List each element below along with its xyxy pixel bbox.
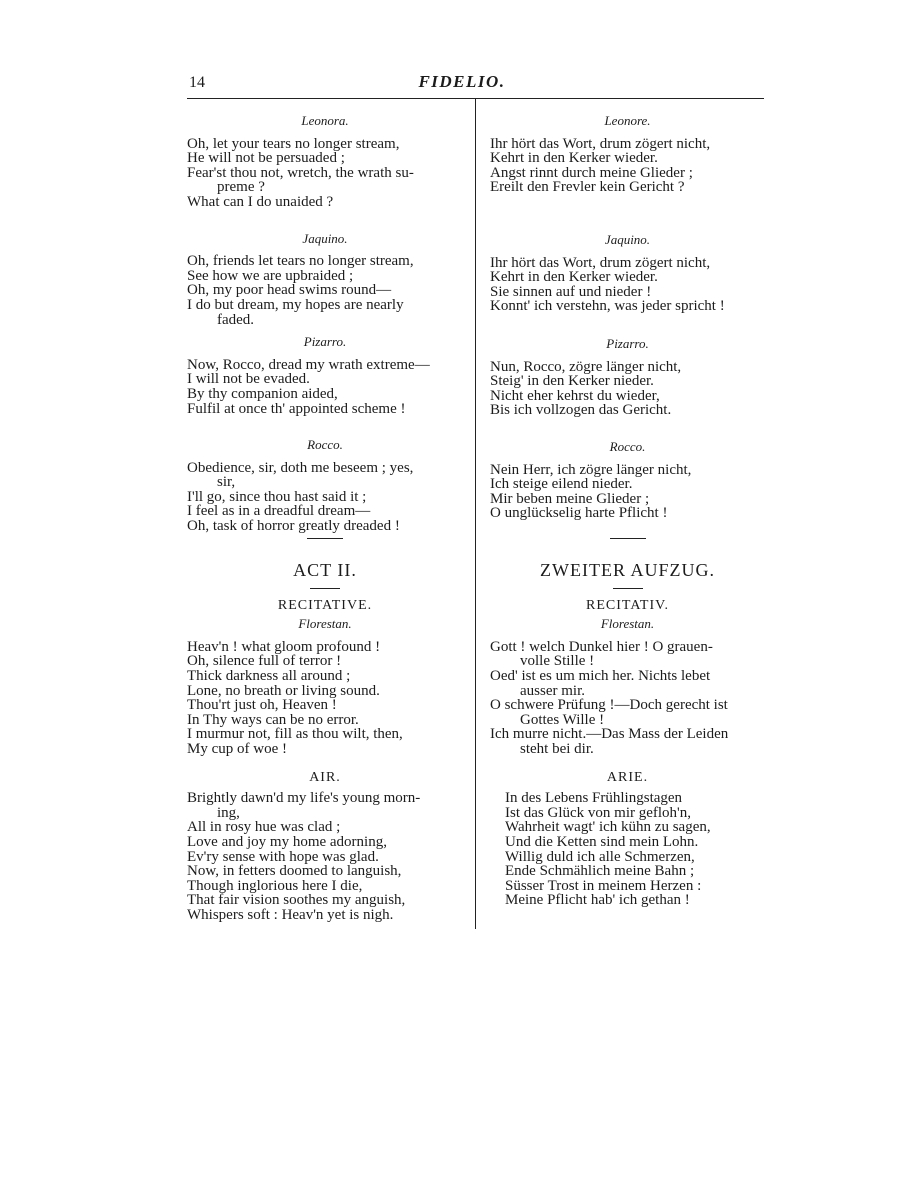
german-act-two xyxy=(490,538,765,908)
verse-line: Konnt' ich verstehn, was jeder spricht ! xyxy=(490,298,725,315)
speaker-name: Florestan. xyxy=(600,616,655,632)
stanza-pizarro xyxy=(490,337,765,418)
verse-line: Steig' in den Kerker nieder. xyxy=(490,373,654,390)
stanza-pizarro xyxy=(187,335,463,416)
verse-line: Ich steige eilend nieder. xyxy=(490,476,633,493)
verse-line: Und die Ketten sind mein Lohn. xyxy=(505,833,699,850)
verse-line: Brightly dawn'd my life's young morn- xyxy=(187,790,421,807)
verse-line: Ist das Glück von mir gefloh'n, xyxy=(505,804,692,821)
speaker-name: Pizarro. xyxy=(606,335,649,351)
verse-line: Angst rinnt durch meine Glieder ; xyxy=(490,164,693,181)
verse-line: Heav'n ! what gloom profound ! xyxy=(187,638,381,655)
verse-line: Ereilt den Frevler kein Gericht ? xyxy=(490,179,685,196)
verse-line: Willig duld ich alle Schmerzen, xyxy=(505,848,695,865)
verse-line: All in rosy hue was clad ; xyxy=(187,819,341,836)
section-divider xyxy=(613,588,643,589)
aria-text xyxy=(490,791,765,908)
verse-line: Love and joy my home adorning, xyxy=(187,833,387,850)
verse-line: Wahrheit wagt' ich kühn zu sagen, xyxy=(505,819,711,836)
verse-line: Oed' ist es um mich her. Nichts lebet xyxy=(490,667,711,684)
verse-line: faded. xyxy=(217,311,255,328)
verse-line: Oh, my poor head swims round— xyxy=(187,282,392,299)
speaker-name: Rocco. xyxy=(609,438,646,454)
act-heading: ACT II. xyxy=(293,560,357,580)
english-column xyxy=(187,114,463,534)
verse-line: ausser mir. xyxy=(520,682,585,699)
speaker-name: Florestan. xyxy=(298,616,352,632)
verse-line: O schwere Prüfung !—Doch gerecht ist xyxy=(490,697,728,714)
verse-line: Now, Rocco, dread my wrath extreme— xyxy=(187,356,430,373)
stanza-rocco xyxy=(490,440,765,521)
german-column xyxy=(490,114,765,521)
section-divider xyxy=(307,538,343,539)
section-divider xyxy=(610,538,646,539)
stanza-leonore xyxy=(490,114,765,195)
air-heading: AIR. xyxy=(309,769,341,785)
verse-line: I murmur not, fill as thou wilt, then, xyxy=(187,726,403,743)
speaker-name: Rocco. xyxy=(307,437,343,453)
column-divider xyxy=(475,99,476,929)
verse-line: Ihr hört das Wort, drum zögert nicht, xyxy=(490,135,711,152)
verse-line: By thy companion aided, xyxy=(187,385,338,402)
verse-line: Oh, silence full of terror ! xyxy=(187,653,342,670)
verse-line: In des Lebens Frühlingstagen xyxy=(505,790,683,807)
stanza-jaquino xyxy=(490,233,765,314)
verse-line: Fear'st thou not, wretch, the wrath su- xyxy=(187,164,414,181)
verse-line: See how we are upbraided ; xyxy=(187,267,354,284)
verse-line: Mir beben meine Glieder ; xyxy=(490,490,650,507)
verse-line: sir, xyxy=(217,474,236,491)
act-heading: ZWEITER AUFZUG. xyxy=(540,560,715,580)
verse-line: Ich murre nicht.—Das Mass der Leiden xyxy=(490,726,729,743)
verse-line: Kehrt in den Kerker wieder. xyxy=(490,150,658,167)
verse-line: Ihr hört das Wort, drum zögert nicht, xyxy=(490,254,711,271)
verse-line: volle Stille ! xyxy=(520,653,595,670)
verse-line: steht bei dir. xyxy=(520,740,594,757)
verse-line: In Thy ways can be no error. xyxy=(187,711,359,728)
verse-line: Ende Schmählich meine Bahn ; xyxy=(505,863,695,880)
speaker-name: Leonora. xyxy=(301,113,349,128)
page-number: 14 xyxy=(189,74,205,91)
recitative-heading: RECITATIV. xyxy=(586,597,669,613)
verse-line: Oh, let your tears no longer stream, xyxy=(187,135,400,152)
verse-line: Sie sinnen auf und nieder ! xyxy=(490,283,652,300)
stanza-leonora xyxy=(187,114,463,210)
verse-line: preme ? xyxy=(217,179,265,196)
verse-line: ing, xyxy=(217,804,240,821)
verse-line: Fulfil at once th' appointed scheme ! xyxy=(187,400,406,417)
speaker-name: Jaquino. xyxy=(604,231,651,247)
verse-line: Obedience, sir, doth me beseem ; yes, xyxy=(187,459,414,476)
speaker-name: Pizarro. xyxy=(303,334,347,350)
verse-line: Gottes Wille ! xyxy=(520,711,605,728)
verse-line: Lone, no breath or living sound. xyxy=(187,682,380,699)
verse-line: Süsser Trost in meinem Herzen : xyxy=(505,877,702,894)
stanza-rocco xyxy=(187,438,463,534)
verse-line: I will not be evaded. xyxy=(187,371,310,388)
verse-line: Thick darkness all around ; xyxy=(187,667,351,684)
running-title: FIDELIO. xyxy=(418,72,506,91)
speaker-name: Jaquino. xyxy=(302,230,348,246)
verse-line: He will not be persuaded ; xyxy=(187,150,345,167)
speaker-name: Leonore. xyxy=(604,113,651,128)
verse-line: Thou'rt just oh, Heaven ! xyxy=(187,697,337,714)
verse-line: Now, in fetters doomed to languish, xyxy=(187,863,402,880)
verse-line: Oh, task of horror greatly dreaded ! xyxy=(187,518,400,535)
verse-line: What can I do unaided ? xyxy=(187,193,334,210)
verse-line: I'll go, since thou hast said it ; xyxy=(187,488,367,505)
verse-line: Nicht eher kehrst du wieder, xyxy=(490,387,660,404)
verse-line: Though inglorious here I die, xyxy=(187,877,363,894)
verse-line: That fair vision soothes my anguish, xyxy=(187,892,406,909)
verse-line: I do but dream, my hopes are nearly xyxy=(187,296,404,313)
verse-line: O unglückselig harte Pflicht ! xyxy=(490,505,668,522)
verse-line: Whispers soft : Heav'n yet is nigh. xyxy=(187,906,394,923)
verse-line: Nein Herr, ich zögre länger nicht, xyxy=(490,461,692,478)
verse-line: Gott ! welch Dunkel hier ! O grauen- xyxy=(490,638,713,655)
verse-line: Meine Pflicht hab' ich gethan ! xyxy=(505,892,690,909)
stanza-jaquino xyxy=(187,232,463,328)
verse-line: My cup of woe ! xyxy=(187,740,287,757)
aria-heading: ARIE. xyxy=(606,769,649,785)
verse-line: Ev'ry sense with hope was glad. xyxy=(187,848,379,865)
verse-line: Oh, friends let tears no longer stream, xyxy=(187,253,414,270)
verse-line: Nun, Rocco, zögre länger nicht, xyxy=(490,358,682,375)
verse-line: I feel as in a dreadful dream— xyxy=(187,503,371,520)
verse-line: Kehrt in den Kerker wieder. xyxy=(490,269,658,286)
verse-line: Bis ich vollzogen das Gericht. xyxy=(490,402,672,419)
recitative-heading: RECITATIVE. xyxy=(277,597,373,613)
section-divider xyxy=(310,588,340,589)
english-act-two xyxy=(187,538,463,922)
